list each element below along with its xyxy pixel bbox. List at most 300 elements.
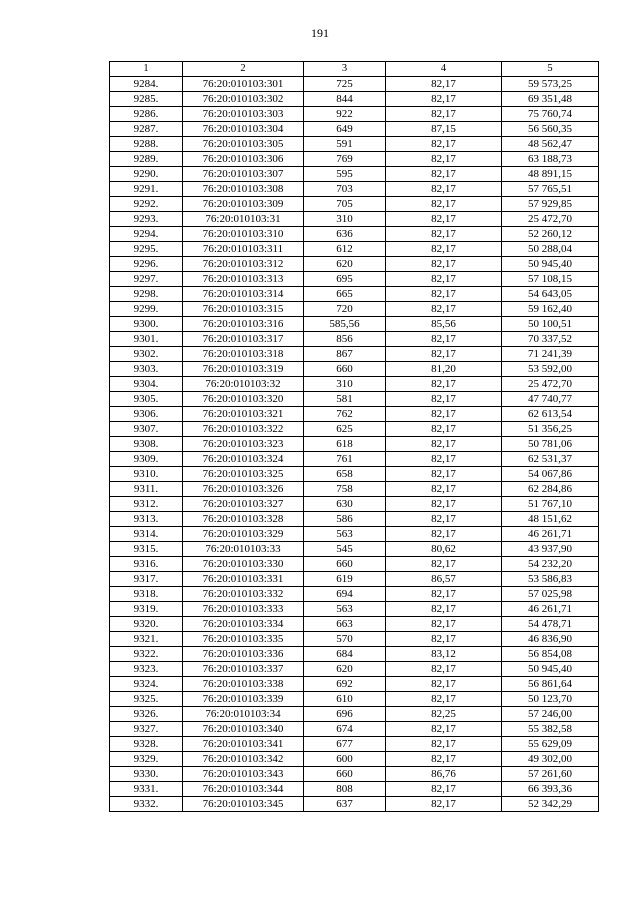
table-row xyxy=(110,677,599,692)
rate-cell: 82,17 xyxy=(386,227,502,242)
area-cell: 922 xyxy=(304,107,386,122)
table-row xyxy=(110,137,599,152)
rate-cell: 82,25 xyxy=(386,707,502,722)
area-cell: 658 xyxy=(304,467,386,482)
area-cell: 563 xyxy=(304,527,386,542)
table-row xyxy=(110,782,599,797)
rate-cell: 82,17 xyxy=(386,452,502,467)
cadastral-number-cell: 76:20:010103:319 xyxy=(183,362,304,377)
rate-cell: 82,17 xyxy=(386,182,502,197)
row-number-cell: 9329. xyxy=(110,752,183,767)
rate-cell: 81,20 xyxy=(386,362,502,377)
rate-cell: 82,17 xyxy=(386,797,502,812)
column-header: 4 xyxy=(386,62,502,77)
table-row xyxy=(110,332,599,347)
table-row xyxy=(110,437,599,452)
value-cell: 48 151,62 xyxy=(502,512,599,527)
rate-cell: 82,17 xyxy=(386,137,502,152)
table-row xyxy=(110,197,599,212)
table-row xyxy=(110,287,599,302)
table-row xyxy=(110,92,599,107)
table-row xyxy=(110,692,599,707)
row-number-cell: 9309. xyxy=(110,452,183,467)
rate-cell: 86,76 xyxy=(386,767,502,782)
table-row xyxy=(110,467,599,482)
row-number-cell: 9287. xyxy=(110,122,183,137)
rate-cell: 82,17 xyxy=(386,782,502,797)
rate-cell: 82,17 xyxy=(386,407,502,422)
value-cell: 48 562,47 xyxy=(502,137,599,152)
area-cell: 677 xyxy=(304,737,386,752)
cadastral-number-cell: 76:20:010103:334 xyxy=(183,617,304,632)
area-cell: 660 xyxy=(304,557,386,572)
row-number-cell: 9308. xyxy=(110,437,183,452)
cadastral-number-cell: 76:20:010103:305 xyxy=(183,137,304,152)
table-row xyxy=(110,572,599,587)
rate-cell: 82,17 xyxy=(386,527,502,542)
row-number-cell: 9314. xyxy=(110,527,183,542)
cadastral-number-cell: 76:20:010103:314 xyxy=(183,287,304,302)
row-number-cell: 9291. xyxy=(110,182,183,197)
row-number-cell: 9324. xyxy=(110,677,183,692)
table-row xyxy=(110,527,599,542)
value-cell: 57 108,15 xyxy=(502,272,599,287)
cadastral-number-cell: 76:20:010103:31 xyxy=(183,212,304,227)
cadastral-number-cell: 76:20:010103:344 xyxy=(183,782,304,797)
row-number-cell: 9303. xyxy=(110,362,183,377)
table-row xyxy=(110,542,599,557)
area-cell: 310 xyxy=(304,377,386,392)
table-body xyxy=(110,62,599,812)
rate-cell: 82,17 xyxy=(386,677,502,692)
row-number-cell: 9332. xyxy=(110,797,183,812)
rate-cell: 82,17 xyxy=(386,422,502,437)
area-cell: 695 xyxy=(304,272,386,287)
area-cell: 563 xyxy=(304,602,386,617)
area-cell: 619 xyxy=(304,572,386,587)
table-row xyxy=(110,557,599,572)
value-cell: 59 573,25 xyxy=(502,77,599,92)
cadastral-number-cell: 76:20:010103:315 xyxy=(183,302,304,317)
cadastral-number-cell: 76:20:010103:338 xyxy=(183,677,304,692)
cadastral-number-cell: 76:20:010103:321 xyxy=(183,407,304,422)
area-cell: 585,56 xyxy=(304,317,386,332)
area-cell: 684 xyxy=(304,647,386,662)
cadastral-number-cell: 76:20:010103:331 xyxy=(183,572,304,587)
area-cell: 581 xyxy=(304,392,386,407)
rate-cell: 82,17 xyxy=(386,632,502,647)
cadastral-number-cell: 76:20:010103:307 xyxy=(183,167,304,182)
cadastral-number-cell: 76:20:010103:311 xyxy=(183,242,304,257)
value-cell: 54 643,05 xyxy=(502,287,599,302)
rate-cell: 82,17 xyxy=(386,437,502,452)
row-number-cell: 9289. xyxy=(110,152,183,167)
cadastral-number-cell: 76:20:010103:325 xyxy=(183,467,304,482)
page-number: 191 xyxy=(311,26,329,40)
rate-cell: 82,17 xyxy=(386,302,502,317)
table-row xyxy=(110,767,599,782)
area-cell: 591 xyxy=(304,137,386,152)
area-cell: 867 xyxy=(304,347,386,362)
rate-cell: 82,17 xyxy=(386,467,502,482)
value-cell: 56 861,64 xyxy=(502,677,599,692)
area-cell: 692 xyxy=(304,677,386,692)
row-number-cell: 9317. xyxy=(110,572,183,587)
table-row xyxy=(110,227,599,242)
area-cell: 720 xyxy=(304,302,386,317)
value-cell: 50 100,51 xyxy=(502,317,599,332)
table-row xyxy=(110,122,599,137)
area-cell: 586 xyxy=(304,512,386,527)
area-cell: 637 xyxy=(304,797,386,812)
row-number-cell: 9325. xyxy=(110,692,183,707)
value-cell: 49 302,00 xyxy=(502,752,599,767)
area-cell: 665 xyxy=(304,287,386,302)
cadastral-number-cell: 76:20:010103:306 xyxy=(183,152,304,167)
value-cell: 54 232,20 xyxy=(502,557,599,572)
rate-cell: 82,17 xyxy=(386,212,502,227)
value-cell: 50 781,06 xyxy=(502,437,599,452)
value-cell: 55 382,58 xyxy=(502,722,599,737)
value-cell: 54 478,71 xyxy=(502,617,599,632)
cadastral-number-cell: 76:20:010103:34 xyxy=(183,707,304,722)
cadastral-number-cell: 76:20:010103:302 xyxy=(183,92,304,107)
table-row xyxy=(110,587,599,602)
table-row xyxy=(110,377,599,392)
value-cell: 66 393,36 xyxy=(502,782,599,797)
value-cell: 46 261,71 xyxy=(502,602,599,617)
row-number-cell: 9302. xyxy=(110,347,183,362)
cadastral-number-cell: 76:20:010103:303 xyxy=(183,107,304,122)
area-cell: 674 xyxy=(304,722,386,737)
row-number-cell: 9313. xyxy=(110,512,183,527)
row-number-cell: 9296. xyxy=(110,257,183,272)
value-cell: 53 586,83 xyxy=(502,572,599,587)
cadastral-number-cell: 76:20:010103:308 xyxy=(183,182,304,197)
row-number-cell: 9330. xyxy=(110,767,183,782)
row-number-cell: 9316. xyxy=(110,557,183,572)
value-cell: 51 356,25 xyxy=(502,422,599,437)
row-number-cell: 9293. xyxy=(110,212,183,227)
value-cell: 48 891,15 xyxy=(502,167,599,182)
area-cell: 705 xyxy=(304,197,386,212)
cadastral-number-cell: 76:20:010103:333 xyxy=(183,602,304,617)
row-number-cell: 9327. xyxy=(110,722,183,737)
value-cell: 50 288,04 xyxy=(502,242,599,257)
row-number-cell: 9286. xyxy=(110,107,183,122)
area-cell: 696 xyxy=(304,707,386,722)
value-cell: 50 945,40 xyxy=(502,662,599,677)
value-cell: 69 351,48 xyxy=(502,92,599,107)
rate-cell: 85,56 xyxy=(386,317,502,332)
table-row xyxy=(110,647,599,662)
table-row xyxy=(110,482,599,497)
area-cell: 310 xyxy=(304,212,386,227)
value-cell: 62 613,54 xyxy=(502,407,599,422)
table-row xyxy=(110,392,599,407)
area-cell: 762 xyxy=(304,407,386,422)
rate-cell: 82,17 xyxy=(386,272,502,287)
row-number-cell: 9320. xyxy=(110,617,183,632)
table-row xyxy=(110,497,599,512)
rate-cell: 82,17 xyxy=(386,392,502,407)
table-row xyxy=(110,347,599,362)
area-cell: 630 xyxy=(304,497,386,512)
row-number-cell: 9285. xyxy=(110,92,183,107)
value-cell: 57 261,60 xyxy=(502,767,599,782)
table-row xyxy=(110,662,599,677)
rate-cell: 82,17 xyxy=(386,167,502,182)
value-cell: 54 067,86 xyxy=(502,467,599,482)
rate-cell: 82,17 xyxy=(386,737,502,752)
rate-cell: 82,17 xyxy=(386,587,502,602)
row-number-cell: 9284. xyxy=(110,77,183,92)
cadastral-number-cell: 76:20:010103:32 xyxy=(183,377,304,392)
rate-cell: 82,17 xyxy=(386,152,502,167)
cadastral-number-cell: 76:20:010103:335 xyxy=(183,632,304,647)
value-cell: 25 472,70 xyxy=(502,212,599,227)
row-number-cell: 9322. xyxy=(110,647,183,662)
cadastral-number-cell: 76:20:010103:332 xyxy=(183,587,304,602)
table-row xyxy=(110,272,599,287)
row-number-cell: 9318. xyxy=(110,587,183,602)
row-number-cell: 9301. xyxy=(110,332,183,347)
cadastral-number-cell: 76:20:010103:339 xyxy=(183,692,304,707)
table-row xyxy=(110,317,599,332)
row-number-cell: 9311. xyxy=(110,482,183,497)
cadastral-number-cell: 76:20:010103:320 xyxy=(183,392,304,407)
cadastral-number-cell: 76:20:010103:343 xyxy=(183,767,304,782)
table-row xyxy=(110,797,599,812)
row-number-cell: 9328. xyxy=(110,737,183,752)
cadastral-number-cell: 76:20:010103:301 xyxy=(183,77,304,92)
cadastral-number-cell: 76:20:010103:345 xyxy=(183,797,304,812)
cadastral-number-cell: 76:20:010103:317 xyxy=(183,332,304,347)
row-number-cell: 9288. xyxy=(110,137,183,152)
cadastral-number-cell: 76:20:010103:341 xyxy=(183,737,304,752)
value-cell: 57 246,00 xyxy=(502,707,599,722)
row-number-cell: 9292. xyxy=(110,197,183,212)
value-cell: 47 740,77 xyxy=(502,392,599,407)
area-cell: 703 xyxy=(304,182,386,197)
table-row xyxy=(110,167,599,182)
cadastral-number-cell: 76:20:010103:322 xyxy=(183,422,304,437)
rate-cell: 82,17 xyxy=(386,752,502,767)
value-cell: 53 592,00 xyxy=(502,362,599,377)
table-row xyxy=(110,452,599,467)
table-row xyxy=(110,182,599,197)
rate-cell: 82,17 xyxy=(386,617,502,632)
rate-cell: 82,17 xyxy=(386,287,502,302)
table-row xyxy=(110,212,599,227)
value-cell: 57 025,98 xyxy=(502,587,599,602)
table-row xyxy=(110,422,599,437)
row-number-cell: 9295. xyxy=(110,242,183,257)
value-cell: 50 123,70 xyxy=(502,692,599,707)
area-cell: 625 xyxy=(304,422,386,437)
value-cell: 71 241,39 xyxy=(502,347,599,362)
row-number-cell: 9298. xyxy=(110,287,183,302)
area-cell: 620 xyxy=(304,257,386,272)
value-cell: 46 836,90 xyxy=(502,632,599,647)
column-header: 3 xyxy=(304,62,386,77)
row-number-cell: 9310. xyxy=(110,467,183,482)
row-number-cell: 9300. xyxy=(110,317,183,332)
rate-cell: 82,17 xyxy=(386,602,502,617)
table-row xyxy=(110,362,599,377)
table-row xyxy=(110,107,599,122)
value-cell: 75 760,74 xyxy=(502,107,599,122)
area-cell: 808 xyxy=(304,782,386,797)
rate-cell: 82,17 xyxy=(386,332,502,347)
rate-cell: 82,17 xyxy=(386,347,502,362)
cadastral-number-cell: 76:20:010103:330 xyxy=(183,557,304,572)
value-cell: 52 342,29 xyxy=(502,797,599,812)
value-cell: 63 188,73 xyxy=(502,152,599,167)
table-row xyxy=(110,302,599,317)
rate-cell: 82,17 xyxy=(386,107,502,122)
row-number-cell: 9307. xyxy=(110,422,183,437)
row-number-cell: 9312. xyxy=(110,497,183,512)
value-cell: 50 945,40 xyxy=(502,257,599,272)
cadastral-number-cell: 76:20:010103:310 xyxy=(183,227,304,242)
row-number-cell: 9290. xyxy=(110,167,183,182)
table-row xyxy=(110,707,599,722)
rate-cell: 82,17 xyxy=(386,692,502,707)
table-row xyxy=(110,512,599,527)
area-cell: 649 xyxy=(304,122,386,137)
value-cell: 57 765,51 xyxy=(502,182,599,197)
area-cell: 618 xyxy=(304,437,386,452)
row-number-cell: 9315. xyxy=(110,542,183,557)
value-cell: 52 260,12 xyxy=(502,227,599,242)
area-cell: 663 xyxy=(304,617,386,632)
table-row xyxy=(110,152,599,167)
table-row xyxy=(110,77,599,92)
table-row xyxy=(110,242,599,257)
column-header: 1 xyxy=(110,62,183,77)
value-cell: 59 162,40 xyxy=(502,302,599,317)
cadastral-number-cell: 76:20:010103:316 xyxy=(183,317,304,332)
table-row xyxy=(110,257,599,272)
rate-cell: 82,17 xyxy=(386,497,502,512)
value-cell: 62 531,37 xyxy=(502,452,599,467)
row-number-cell: 9299. xyxy=(110,302,183,317)
area-cell: 612 xyxy=(304,242,386,257)
rate-cell: 80,62 xyxy=(386,542,502,557)
column-header: 5 xyxy=(502,62,599,77)
cadastral-number-cell: 76:20:010103:313 xyxy=(183,272,304,287)
value-cell: 56 854,08 xyxy=(502,647,599,662)
area-cell: 610 xyxy=(304,692,386,707)
area-cell: 595 xyxy=(304,167,386,182)
cadastral-number-cell: 76:20:010103:340 xyxy=(183,722,304,737)
rate-cell: 82,17 xyxy=(386,77,502,92)
table-row xyxy=(110,617,599,632)
cadastral-number-cell: 76:20:010103:309 xyxy=(183,197,304,212)
area-cell: 758 xyxy=(304,482,386,497)
table-row xyxy=(110,602,599,617)
value-cell: 57 929,85 xyxy=(502,197,599,212)
row-number-cell: 9294. xyxy=(110,227,183,242)
area-cell: 545 xyxy=(304,542,386,557)
rate-cell: 82,17 xyxy=(386,557,502,572)
rate-cell: 82,17 xyxy=(386,257,502,272)
cadastral-number-cell: 76:20:010103:33 xyxy=(183,542,304,557)
row-number-cell: 9321. xyxy=(110,632,183,647)
area-cell: 660 xyxy=(304,767,386,782)
area-cell: 636 xyxy=(304,227,386,242)
table-row xyxy=(110,737,599,752)
value-cell: 43 937,90 xyxy=(502,542,599,557)
row-number-cell: 9323. xyxy=(110,662,183,677)
value-cell: 51 767,10 xyxy=(502,497,599,512)
data-table xyxy=(109,61,599,812)
area-cell: 694 xyxy=(304,587,386,602)
area-cell: 769 xyxy=(304,152,386,167)
rate-cell: 82,17 xyxy=(386,512,502,527)
cadastral-number-cell: 76:20:010103:326 xyxy=(183,482,304,497)
rate-cell: 87,15 xyxy=(386,122,502,137)
area-cell: 856 xyxy=(304,332,386,347)
area-cell: 844 xyxy=(304,92,386,107)
table-row xyxy=(110,632,599,647)
area-cell: 620 xyxy=(304,662,386,677)
cadastral-number-cell: 76:20:010103:312 xyxy=(183,257,304,272)
row-number-cell: 9304. xyxy=(110,377,183,392)
area-cell: 600 xyxy=(304,752,386,767)
area-cell: 660 xyxy=(304,362,386,377)
area-cell: 725 xyxy=(304,77,386,92)
value-cell: 56 560,35 xyxy=(502,122,599,137)
cadastral-number-cell: 76:20:010103:336 xyxy=(183,647,304,662)
cadastral-number-cell: 76:20:010103:328 xyxy=(183,512,304,527)
row-number-cell: 9306. xyxy=(110,407,183,422)
table-header-row xyxy=(110,62,599,77)
rate-cell: 82,17 xyxy=(386,377,502,392)
rate-cell: 83,12 xyxy=(386,647,502,662)
value-cell: 70 337,52 xyxy=(502,332,599,347)
value-cell: 25 472,70 xyxy=(502,377,599,392)
cadastral-number-cell: 76:20:010103:327 xyxy=(183,497,304,512)
column-header: 2 xyxy=(183,62,304,77)
row-number-cell: 9331. xyxy=(110,782,183,797)
row-number-cell: 9297. xyxy=(110,272,183,287)
table-row xyxy=(110,722,599,737)
value-cell: 62 284,86 xyxy=(502,482,599,497)
rate-cell: 82,17 xyxy=(386,662,502,677)
rate-cell: 82,17 xyxy=(386,92,502,107)
cadastral-number-cell: 76:20:010103:318 xyxy=(183,347,304,362)
table-row xyxy=(110,407,599,422)
area-cell: 570 xyxy=(304,632,386,647)
cadastral-number-cell: 76:20:010103:329 xyxy=(183,527,304,542)
cadastral-number-cell: 76:20:010103:304 xyxy=(183,122,304,137)
rate-cell: 82,17 xyxy=(386,722,502,737)
cadastral-number-cell: 76:20:010103:324 xyxy=(183,452,304,467)
cadastral-number-cell: 76:20:010103:342 xyxy=(183,752,304,767)
value-cell: 46 261,71 xyxy=(502,527,599,542)
cadastral-number-cell: 76:20:010103:323 xyxy=(183,437,304,452)
rate-cell: 82,17 xyxy=(386,197,502,212)
row-number-cell: 9305. xyxy=(110,392,183,407)
cadastral-number-cell: 76:20:010103:337 xyxy=(183,662,304,677)
value-cell: 55 629,09 xyxy=(502,737,599,752)
rate-cell: 86,57 xyxy=(386,572,502,587)
rate-cell: 82,17 xyxy=(386,482,502,497)
rate-cell: 82,17 xyxy=(386,242,502,257)
area-cell: 761 xyxy=(304,452,386,467)
